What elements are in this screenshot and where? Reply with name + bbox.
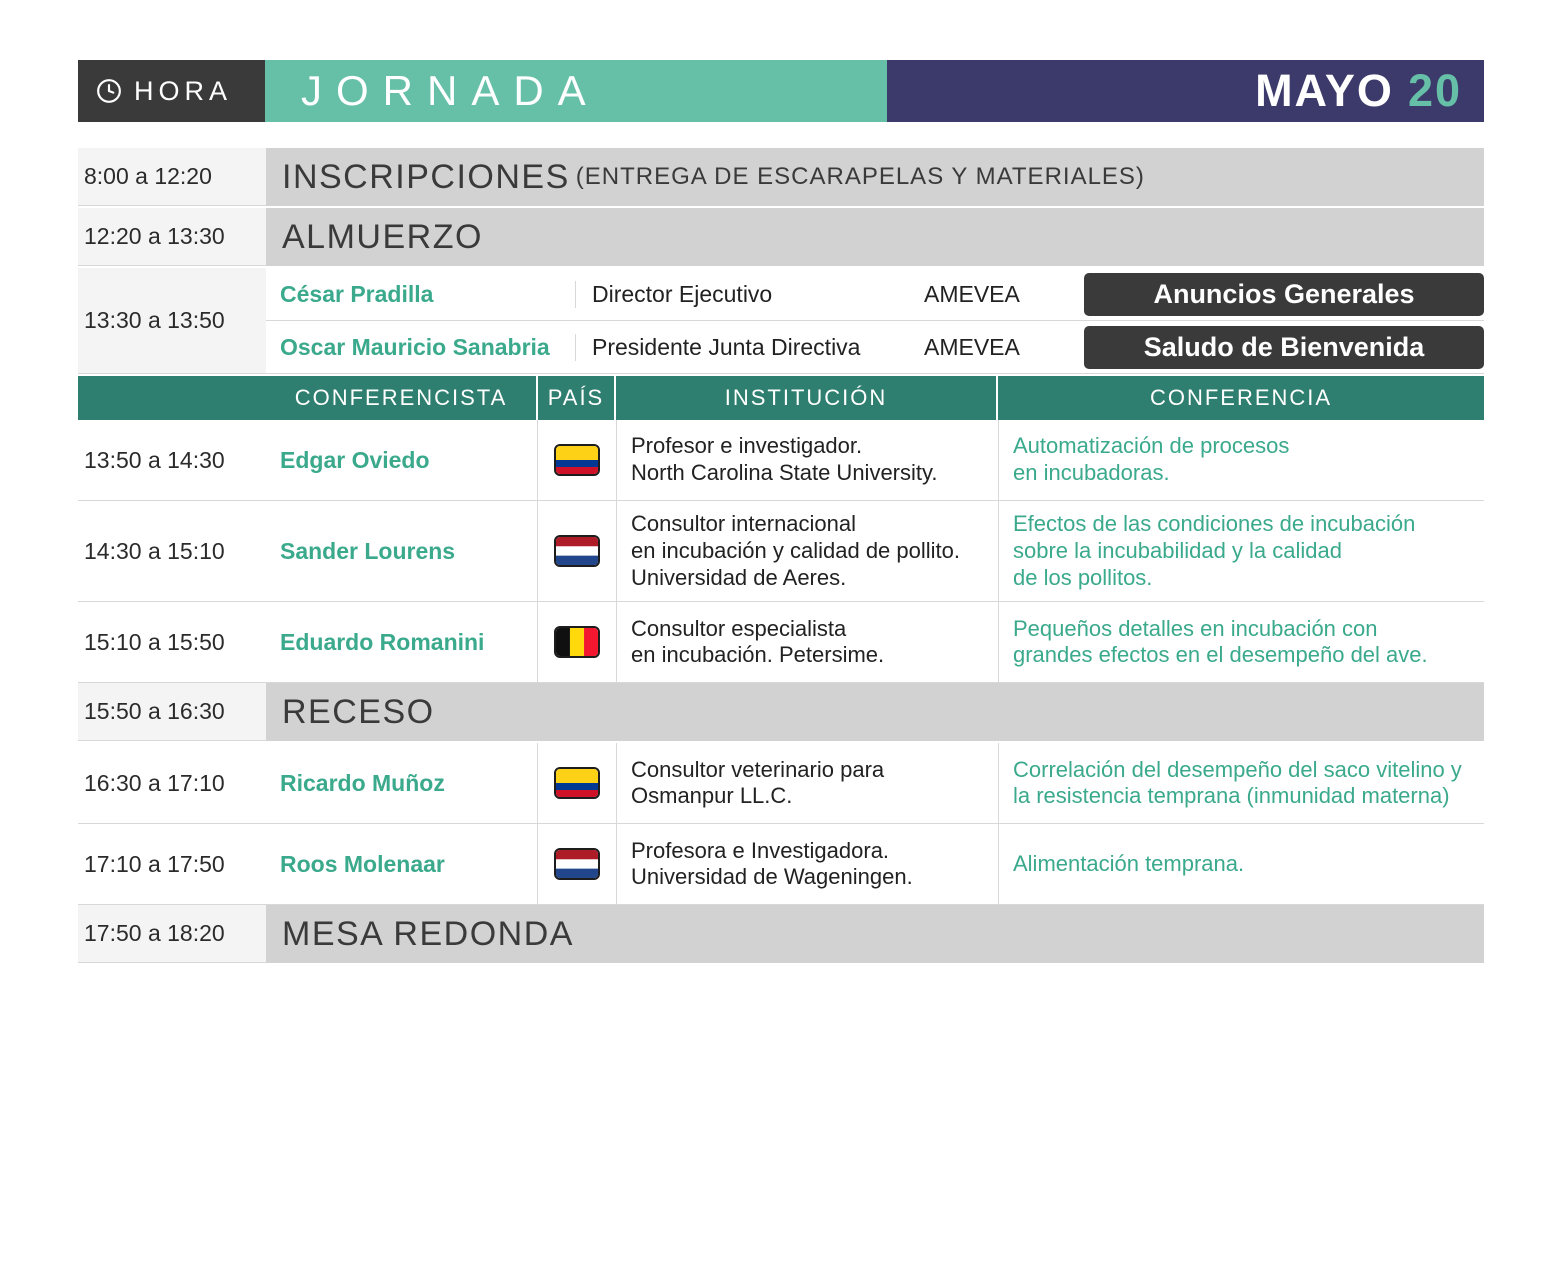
- band-subtitle-inscripciones: (ENTREGA DE ESCARAPELAS Y MATERIALES): [575, 163, 1145, 190]
- row-receso: [78, 683, 1484, 743]
- day-number: 20: [1407, 65, 1462, 116]
- netherlands-flag: [538, 501, 617, 601]
- band-inscripciones: [266, 148, 1484, 206]
- list-item: [266, 321, 1484, 374]
- speaker-name: Oscar Mauricio Sanabria: [266, 334, 576, 361]
- row-almuerzo: [78, 208, 1484, 268]
- opening-speakers: [266, 268, 1484, 374]
- institution-line: Consultor internacional: [631, 511, 857, 536]
- table-row: [78, 824, 1484, 905]
- time-mesa-redonda: 17:50 a 18:20: [78, 905, 266, 963]
- time-inscripciones: 8:00 a 12:20: [78, 148, 266, 206]
- conference-line: Efectos de las condiciones de incubación: [1013, 511, 1416, 536]
- talk-time: 16:30 a 17:10: [78, 743, 266, 823]
- talk-speaker: Eduardo Romanini: [266, 602, 538, 682]
- talk-speaker: Ricardo Muñoz: [266, 743, 538, 823]
- colombia-flag: [538, 743, 617, 823]
- status-badge: Saludo de Bienvenida: [1084, 326, 1484, 369]
- institution-line: Profesora e Investigadora.: [631, 837, 890, 863]
- schedule-table: [78, 148, 1484, 965]
- table-row: [78, 602, 1484, 683]
- institution-line: Universidad de Wageningen.: [631, 864, 913, 890]
- column-header-conferencista: CONFERENCISTA: [266, 376, 538, 420]
- institution-line: en incubación. Petersime.: [631, 642, 885, 668]
- conference-line: Correlación del desempeño del saco vitelino y: [1013, 756, 1462, 782]
- conference-line: de los pollitos.: [1013, 564, 1153, 590]
- table-row: [78, 743, 1484, 824]
- band-receso: [266, 683, 1484, 741]
- column-header-institucion: INSTITUCIÓN: [616, 376, 998, 420]
- row-opening: [78, 268, 1484, 376]
- institution-line: North Carolina State University.: [631, 460, 938, 485]
- talk-speaker: Edgar Oviedo: [266, 420, 538, 500]
- band-title-receso: RECESO: [282, 692, 435, 731]
- talk-institution: [617, 501, 999, 601]
- netherlands-flag: [538, 824, 617, 904]
- talk-institution: [617, 602, 999, 682]
- column-header-row: [78, 376, 1484, 420]
- table-row: [78, 420, 1484, 501]
- clock-icon: [96, 78, 122, 104]
- speaker-org: AMEVEA: [924, 280, 1020, 307]
- institution-line: en incubación y calidad de pollito.: [631, 537, 961, 563]
- talk-speaker: Roos Molenaar: [266, 824, 538, 904]
- time-opening: 13:30 a 13:50: [78, 268, 266, 374]
- talk-institution: [617, 824, 999, 904]
- band-almuerzo: [266, 208, 1484, 266]
- band-title-inscripciones: INSCRIPCIONES: [282, 157, 570, 196]
- date-header: [887, 60, 1484, 122]
- column-header-conferencia: CONFERENCIA: [1149, 385, 1333, 410]
- hora-badge: [78, 60, 265, 122]
- speaker-name: César Pradilla: [266, 281, 576, 308]
- speaker-role: Presidente Junta Directiva: [592, 333, 861, 360]
- talk-conference: [999, 824, 1484, 904]
- conference-line: grandes efectos en el desempeño del ave.: [1013, 642, 1428, 668]
- speaker-tag-wrap: [1084, 273, 1484, 316]
- hora-label: HORA: [134, 75, 233, 106]
- talk-time: 17:10 a 17:50: [78, 824, 266, 904]
- talk-conference: [999, 743, 1484, 823]
- talk-time: 15:10 a 15:50: [78, 602, 266, 682]
- conference-line: Alimentación temprana.: [1013, 851, 1245, 877]
- row-mesa-redonda: [78, 905, 1484, 965]
- page-header: [78, 60, 1484, 122]
- speaker-role: Director Ejecutivo: [592, 280, 773, 307]
- time-receso: 15:50 a 16:30: [78, 683, 266, 741]
- column-header-pais: PAÍS: [538, 376, 616, 420]
- institution-line: Universidad de Aeres.: [631, 564, 847, 590]
- talk-institution: [617, 420, 999, 500]
- institution-line: Profesor e investigador.: [631, 433, 863, 459]
- conference-line: sobre la incubabilidad y la calidad: [1013, 537, 1342, 563]
- talk-conference: [999, 420, 1484, 500]
- institution-line: Consultor veterinario para: [631, 756, 885, 782]
- status-badge: Anuncios Generales: [1084, 273, 1484, 316]
- colombia-flag: [538, 420, 617, 500]
- jornada-title: JORNADA: [265, 60, 887, 122]
- band-mesa-redonda: [266, 905, 1484, 963]
- row-inscripciones: [78, 148, 1484, 208]
- talk-time: 14:30 a 15:10: [78, 501, 266, 601]
- belgium-flag: [538, 602, 617, 682]
- institution-line: Osmanpur LL.C.: [631, 783, 793, 809]
- talk-conference: [999, 501, 1484, 601]
- time-almuerzo: 12:20 a 13:30: [78, 208, 266, 266]
- speaker-tag-wrap: [1084, 326, 1484, 369]
- conference-line: Pequeños detalles en incubación con: [1013, 615, 1378, 641]
- conference-line: en incubadoras.: [1013, 460, 1170, 485]
- talk-speaker: Sander Lourens: [266, 501, 538, 601]
- talk-time: 13:50 a 14:30: [78, 420, 266, 500]
- talk-conference: [999, 602, 1484, 682]
- conference-line: Automatización de procesos: [1013, 433, 1290, 459]
- speaker-org: AMEVEA: [924, 333, 1020, 360]
- list-item: [266, 268, 1484, 321]
- month-label: MAYO: [1255, 65, 1394, 116]
- talk-institution: [617, 743, 999, 823]
- table-row: [78, 501, 1484, 602]
- band-title-mesa-redonda: MESA REDONDA: [282, 914, 574, 953]
- conference-line: la resistencia temprana (inmunidad materna): [1013, 783, 1450, 809]
- band-title-almuerzo: ALMUERZO: [282, 217, 483, 256]
- institution-line: Consultor especialista: [631, 615, 847, 641]
